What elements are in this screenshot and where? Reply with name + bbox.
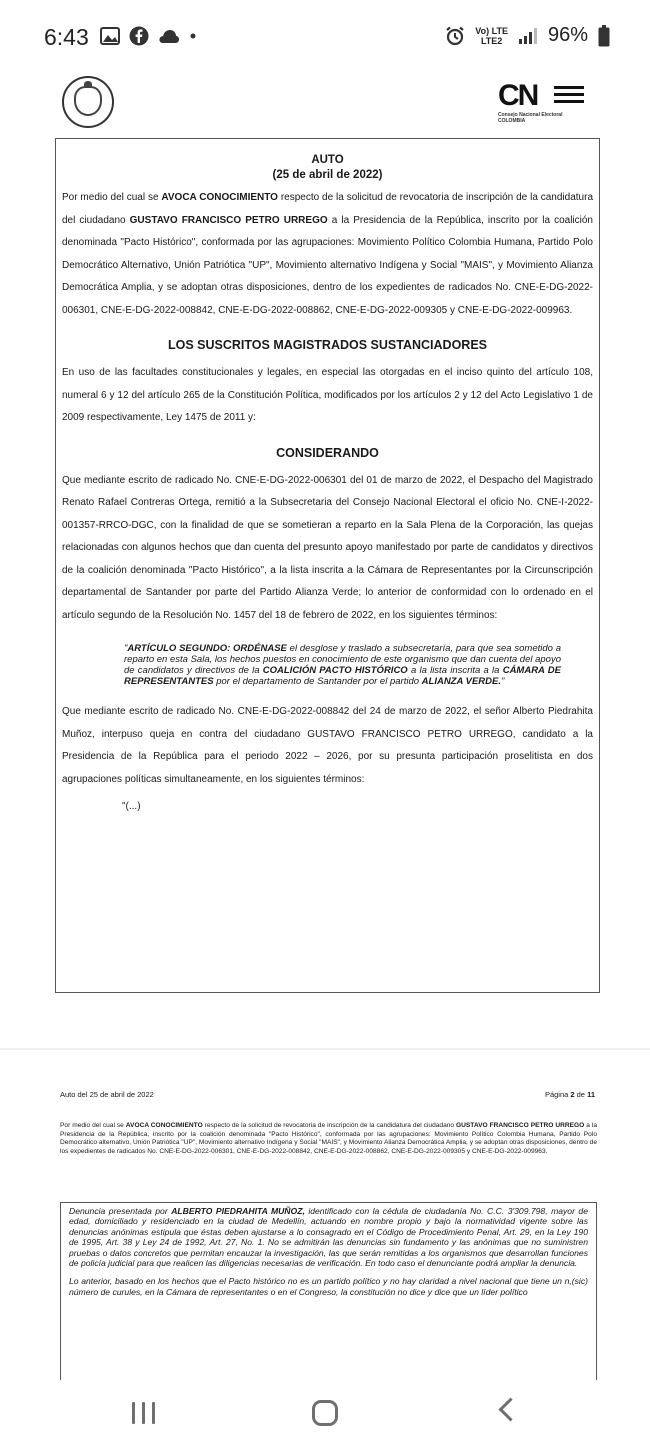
- page-2-quote-frame: [60, 1202, 597, 1382]
- denuncia-paragraph: [69, 1206, 588, 1268]
- facultades-paragraph: En uso de las facultades constitucionales y legales, en especial las otorgadas en el inciso quinto del artículo 108, numeral 6 y 12 del artículo 265 de la Constitución Política, modificados por los artículos 2 y 12 del Acto Legislativo 1 de 2009 respectivamente, Ley 1475 de 2011 y:: [62, 367, 593, 423]
- gallery-icon: [100, 27, 120, 45]
- page-2-summary: [60, 1122, 597, 1156]
- summary-bold-1: AVOCA CONOCIMIENTO: [125, 1122, 203, 1129]
- quote-text-1: el desglose y traslado a subsecretaría, para que sea sometido a reparto en esta Sala, los hechos puestos en conocimiento de este organismo que dan cuenta del apoyo de candidatos y directivos de la: [124, 643, 561, 676]
- page-label: Página: [544, 1090, 571, 1099]
- considerando-paragraph-1: Que mediante escrito de radicado No. CNE-E-DG-2022-006301 del 01 de marzo de 2022, el Despacho del Magistrado Renato Rafael Contreras Ortega, remitió a la Subsecretaria del Consejo Nacional Electoral el oficio No. CNE-I-2022-001357-RRCO-DGC, con la finalidad de que se sometieran a reparto en la Sala Plena de la Corporación, las quejas relacionadas con algunos hechos que dan cuenta del presunto apoyo manifestado por parte de candidatos y directivos de la coalición denominada "Pacto Histórico", a la lista inscrita a la Cámara de Representantes por la Circunscripción departamental de Santander por parte del Partido Alianza Verde; lo anterior de conformidad con lo ordenado en el artículo segundo de la Resolución No. 1457 del 18 de febrero de 2022, en los siguientes términos:: [62, 474, 593, 621]
- ellipsis-marker: "(...): [122, 801, 141, 812]
- quote-bold-1: ARTÍCULO SEGUNDO: ORDÉNASE: [127, 643, 287, 654]
- alarm-icon: [445, 26, 465, 46]
- considerando-paragraph-2: Que mediante escrito de radicado No. CNE-E-DG-2022-008842 del 24 de marzo de 2022, el señor Alberto Piedrahita Muñoz, interpuso queja en contra del ciudadano GUSTAVO FRANCISCO PETRO URREGO, candidato a la Presidencia de la República para el periodo 2022 – 2026, por su presunta participación proselitista en dos agrupaciones políticas simultaneamente, en los siguientes términos:: [62, 706, 593, 785]
- intro-text-3: a la Presidencia de la República, inscrito por la coalición denominada "Pacto Histórico", conformada por las agrupaciones: Movimiento Político Colombia Humana, Partido Polo Democrático Alternativo, Unión Patriótica "UP", Movimiento alternativo Indígena y Social "MAIS", y Movimiento Alianza Democrática Amplia, y se adoptan otras disposiciones, dentro de los expedientes de radicados No. CNE-E-DG-2022-006301, CNE-E-DG-2022-008842, CNE-E-DG-2022-008862, CNE-E-DG-2022-009305 y CNE-E-DG-2022-009963.: [62, 214, 593, 316]
- quote-bold-2: COALICIÓN PACTO HISTÓRICO: [262, 665, 408, 676]
- intro-paragraph: [62, 187, 593, 322]
- home-button[interactable]: [312, 1400, 338, 1426]
- quote-text-2: a la lista inscrita a la: [407, 665, 503, 676]
- network-bottom-label: LTE2: [480, 35, 503, 46]
- battery-icon: [598, 25, 610, 47]
- status-time: 6:43: [44, 24, 89, 50]
- document-date: (25 de abril de 2022): [272, 169, 383, 181]
- cne-logo-icon: CN Consejo Nacional Electoral COLOMBIA: [498, 80, 586, 124]
- page-of-label: de: [574, 1090, 588, 1099]
- denuncia-text-2: identificado con la cédula de ciudadanía No. C.C. 3'309.798, mayor de edad, domiciliado y residenciado en la ciudad de Medellín, actuando en nombre propio y bajo la normatividad vigente sobre las denuncias anónimas estipula que éstas deben ajustarse a lo consagrado en el Código de Procedimiento Penal, Art. 29, en la Ley 190 de 1995, Art. 38 y Ley 24 de 1992, Art. 27, No. 1. No se admitirán las denuncias sin fundamento y las anónimas que no suministren pruebas o datos concretos que permitan encauzar la investigación, las que serán remitidas a los organismos que desarrollan funciones de policía judicial para que realicen las diligencias necesarias de verificación. En todo caso el denunciante podrá ampliar la denuncia.: [69, 1206, 588, 1269]
- denuncia-bold-1: ALBERTO PIEDRAHITA MUÑOZ,: [171, 1206, 305, 1216]
- intro-text-2: respecto de la solicitud de revocatoria de inscripción de la candidatura del ciudadano: [62, 192, 594, 226]
- network-indicator: [475, 26, 508, 46]
- navigation-bar: [0, 1380, 650, 1450]
- document-frame: [55, 138, 600, 993]
- dot-icon: [189, 32, 197, 40]
- intro-text-1: Por medio del cual se: [62, 192, 162, 203]
- summary-bold-2: GUSTAVO FRANCISCO PETRO URREGO: [456, 1122, 585, 1129]
- colombia-coat-of-arms-icon: [62, 76, 114, 128]
- cloud-icon: [158, 28, 180, 44]
- denuncia-text-1: Denuncia presentada por: [69, 1206, 172, 1216]
- summary-text-2: respecto de la solicitud de revocatoria de inscripción de la candidatura del ciudadano: [202, 1122, 457, 1129]
- page-header-right: [545, 1090, 595, 1099]
- quote-open: ": [124, 643, 128, 654]
- section-heading-considerando: CONSIDERANDO: [276, 445, 379, 460]
- back-button[interactable]: [498, 1397, 522, 1421]
- page-total: 11: [587, 1090, 595, 1099]
- notification-icons: [100, 26, 197, 46]
- quote-close: ": [501, 676, 505, 687]
- summary-text-1: Por medio del cual se: [60, 1122, 126, 1129]
- page-2-header: [60, 1090, 595, 1099]
- network-top-label: Vo) LTE: [475, 25, 508, 36]
- quoted-article: [124, 643, 561, 687]
- section-heading-magistrados: LOS SUSCRITOS MAGISTRADOS SUSTANCIADORES: [167, 338, 487, 352]
- recent-apps-button[interactable]: [132, 1402, 156, 1424]
- signal-icon: [518, 27, 538, 45]
- battery-percentage: 96%: [547, 24, 588, 46]
- facebook-icon: [129, 26, 149, 46]
- quote-text-3: por el departamento de Santander por el partido: [213, 676, 422, 687]
- page-header-left: Auto del 25 de abril de 2022: [60, 1090, 154, 1099]
- lo-anterior-paragraph: Lo anterior, basado en los hechos que el Pacto histórico no es un partido político y no hay claridad a nivel nacional que tiene un n,(sic) número de curules, en la Cámara de representantes o en el Congreso, la constitución no dice y dice que un líder político: [69, 1276, 588, 1297]
- intro-bold-1: AVOCA CONOCIMIENTO: [161, 192, 278, 203]
- quote-bold-4: ALIANZA VERDE.: [421, 676, 502, 687]
- status-bar: [0, 0, 650, 76]
- document-page-1: [0, 76, 650, 1036]
- document-title: AUTO: [311, 154, 344, 166]
- quote-bold-3: CÁMARA DE REPRESENTANTES: [124, 665, 561, 687]
- document-page-2: [0, 1050, 650, 1380]
- page-number: 2: [570, 1090, 575, 1099]
- summary-text-3: a la Presidencia de la República, inscrito por la coalición denominada "Pacto Histórico", conformada por las agrupaciones: Movimiento Político Colombia Humana, Partido Polo Democrático alternativo, Unión Patriótica "UP", Movimiento alternativo Indígena y Social "MAIS", y Movimiento Alianza Democrática Amplia, y se adoptan otras disposiciones, dentro de los expedientes de radicados No. CNE-E-DG-2022-006301, CNE-E-DG-2022-008842, CNE-E-DG-2022-008862, CNE-E-DG-2022-009305 y CNE-E-DG-2022-009963.: [60, 1122, 597, 1155]
- system-icons: [445, 24, 610, 47]
- intro-bold-2: GUSTAVO FRANCISCO PETRO URREGO: [129, 214, 328, 226]
